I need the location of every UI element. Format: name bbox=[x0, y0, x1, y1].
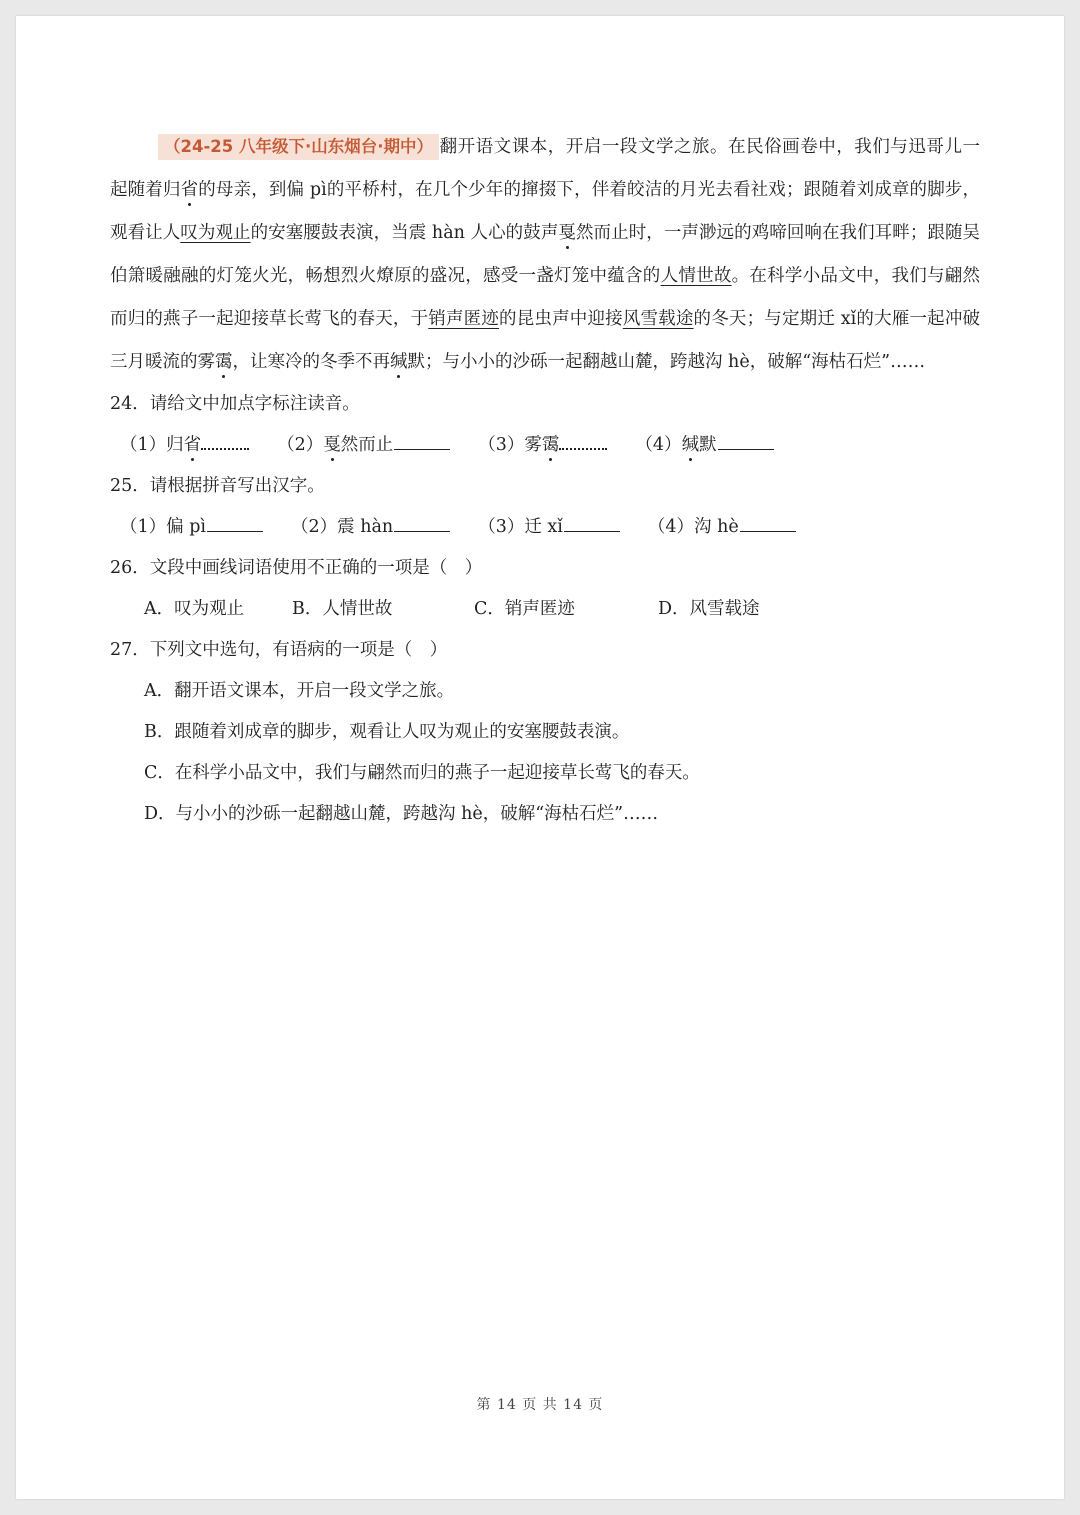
passage-text: 翻开语文课本，开启一段文学之旅。在民俗画卷中，我们与迅哥儿一起随着归 bbox=[110, 137, 980, 200]
item-number: （4） bbox=[635, 435, 682, 455]
option-a[interactable]: A．翻开语文课本，开启一段文学之旅。 bbox=[144, 681, 455, 701]
question-26-stem: 26．文段中画线词语使用不正确的一项是（ ） bbox=[110, 558, 483, 578]
item-text: 默 bbox=[699, 435, 717, 455]
question-25-stem: 25．请根据拼音写出汉字。 bbox=[110, 476, 325, 496]
item-number: （4） bbox=[647, 517, 695, 537]
underlined-word: 销声匿迹 bbox=[428, 309, 500, 329]
option-c[interactable]: C．销声匿迹 bbox=[474, 599, 575, 619]
passage-text: 默；与小小的沙砾一起翻越山麓，跨越沟 hè，破解“海枯石烂”…… bbox=[407, 352, 926, 372]
item-number: （1） bbox=[120, 435, 167, 455]
q24-item-1 bbox=[120, 425, 249, 466]
answer-blank[interactable] bbox=[559, 432, 607, 450]
item-text: 雾 bbox=[524, 435, 542, 455]
page-content bbox=[110, 126, 980, 835]
dotted-char: 戛 bbox=[558, 223, 576, 243]
answer-blank[interactable] bbox=[394, 429, 450, 450]
dotted-char: 霭 bbox=[215, 352, 233, 372]
item-text: 震 hàn bbox=[337, 517, 394, 537]
answer-blank[interactable] bbox=[394, 511, 450, 532]
passage-text: 的安塞腰鼓表演，当震 hàn 人心的鼓声 bbox=[250, 223, 559, 243]
q24-item-4 bbox=[635, 425, 773, 466]
question-27-stem: 27．下列文中选句，有语病的一项是（ ） bbox=[110, 640, 448, 660]
answer-blank[interactable] bbox=[718, 429, 774, 450]
item-number: （2） bbox=[277, 435, 324, 455]
item-text: 然而止 bbox=[340, 435, 394, 455]
passage bbox=[110, 126, 980, 384]
q25-item-1 bbox=[120, 507, 263, 548]
underlined-word: 风雪载途 bbox=[622, 309, 694, 329]
question-24-stem: 24．请给文中加点字标注读音。 bbox=[110, 394, 360, 414]
option-a[interactable]: A．叹为观止 bbox=[144, 599, 245, 619]
dotted-char: 戛 bbox=[323, 435, 341, 455]
answer-blank[interactable] bbox=[201, 432, 249, 450]
page-number: 第 14 页 共 14 页 bbox=[476, 1397, 604, 1413]
option-d[interactable]: D．风雪载途 bbox=[658, 599, 760, 619]
source-tag: （24-25 八年级下·山东烟台·期中） bbox=[158, 134, 439, 160]
question-24-items bbox=[120, 425, 980, 466]
option-c[interactable]: C．在科学小品文中，我们与翩然而归的燕子一起迎接草长莺飞的春天。 bbox=[144, 763, 700, 783]
q25-item-4 bbox=[648, 507, 796, 548]
option-d[interactable]: D．与小小的沙砾一起翻越山麓，跨越沟 hè，破解“海枯石烂”…… bbox=[144, 804, 659, 824]
passage-text: 的冬天；与定期迁 xǐ的大雁一起冲破三月暖流的雾 bbox=[110, 309, 981, 372]
q24-item-2 bbox=[277, 425, 450, 466]
dotted-char: 霭 bbox=[541, 435, 560, 455]
item-text: 迁 xǐ bbox=[524, 517, 563, 537]
item-text: 归 bbox=[166, 435, 184, 455]
answer-blank[interactable] bbox=[564, 511, 620, 532]
q25-item-3 bbox=[478, 507, 620, 548]
question-26-options bbox=[144, 589, 980, 630]
q24-item-3 bbox=[478, 425, 607, 466]
item-number: （2） bbox=[291, 517, 338, 537]
underlined-word: 叹为观止 bbox=[180, 223, 251, 243]
underlined-word: 人情世故 bbox=[660, 266, 732, 286]
item-text: 偏 pì bbox=[166, 517, 207, 537]
answer-blank[interactable] bbox=[207, 511, 263, 532]
question-25-items bbox=[120, 507, 980, 548]
item-text: 沟 hè bbox=[694, 517, 739, 537]
option-b[interactable]: B．跟随着刘成章的脚步，观看让人叹为观止的安塞腰鼓表演。 bbox=[144, 722, 630, 742]
q25-item-2 bbox=[291, 507, 450, 548]
item-number: （1） bbox=[120, 517, 167, 537]
item-number: （3） bbox=[478, 435, 525, 455]
option-b[interactable]: B．人情世故 bbox=[292, 599, 393, 619]
passage-text: 的母亲，到偏 pì的平桥村，在几个少年的撺掇下，伴着皎洁的月光去看社戏；跟随着刘成章的脚步，观看让人 bbox=[110, 180, 981, 243]
passage-text: 的昆虫声中迎接 bbox=[499, 309, 623, 329]
answer-blank[interactable] bbox=[740, 511, 796, 532]
dotted-char: 省 bbox=[183, 435, 202, 455]
dotted-char: 缄 bbox=[681, 435, 700, 455]
passage-text: ，让寒冷的冬季不再 bbox=[232, 352, 390, 372]
document-page bbox=[16, 16, 1064, 1499]
dotted-char: 省 bbox=[180, 180, 199, 200]
passage-text: 然而止时，一声渺远的鸡啼回响在我们耳畔；跟随吴伯箫暖融融的灯笼火光，畅想烈火燎原的盛况，感受一盏灯笼中蕴含的 bbox=[110, 223, 981, 286]
dotted-char: 缄 bbox=[390, 352, 408, 372]
item-number: （3） bbox=[478, 517, 525, 537]
passage-text: 。在科学小品文中，我们与翩然而归的燕子一起迎接草长莺飞的春天，于 bbox=[110, 266, 981, 329]
